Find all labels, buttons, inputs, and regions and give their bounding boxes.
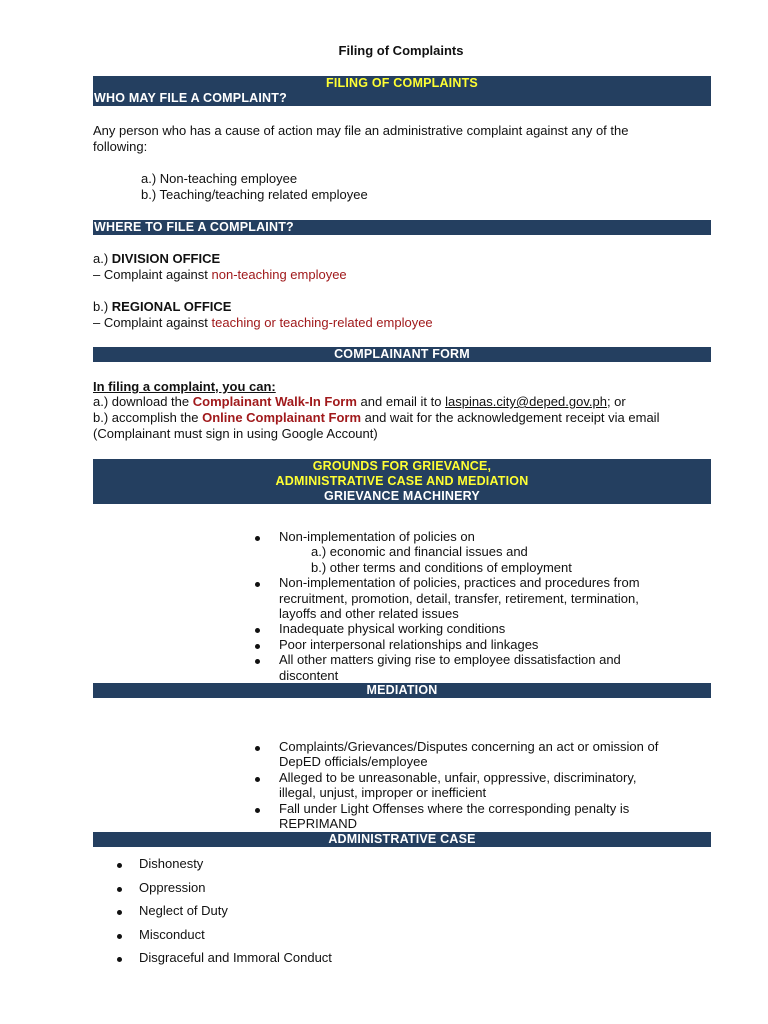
filing-heading-text: In filing a complaint, you can: [93,379,276,394]
regional-office-line [93,299,231,315]
bullet-icon [255,808,260,813]
admin-case-item: Oppression [139,880,206,895]
section-header-title: ADMINISTRATIVE CASE [328,832,476,846]
division-office-desc [93,267,347,283]
option-text: b.) accomplish the [93,410,203,425]
option-text: and email it to [356,394,446,409]
bullet-icon [255,777,260,782]
section-header-grounds [93,459,711,504]
item-prefix: b.) [93,299,112,314]
bullet-icon [255,536,260,541]
online-form-link[interactable]: Online Complainant Form [202,410,362,425]
option-text: ; or [606,394,626,409]
section-header-title: WHERE TO FILE A COMPLAINT? [94,220,294,234]
option-b-line [93,410,659,426]
mediation-item-cont: REPRIMAND [279,816,358,831]
option-text: and wait for the acknowledgement receipt via email [361,410,660,425]
grievance-item: Non-implementation of policies on [279,529,475,544]
section-header-title: MEDIATION [366,683,438,697]
grievance-subitem: a.) economic and financial issues and [311,544,528,559]
intro-paragraph-line1: Any person who has a cause of action may file an administrative complaint against any of the [93,123,629,138]
grievance-item: Non-implementation of policies, practices and procedures from [279,575,640,590]
grievance-item-cont: discontent [279,668,339,683]
bullet-icon [255,582,260,587]
bullet-icon [255,746,260,751]
section-header-title: COMPLAINANT FORM [334,347,470,361]
admin-case-item: Disgraceful and Immoral Conduct [139,950,332,965]
grievance-item: Inadequate physical working conditions [279,621,506,636]
section-header-filing [93,76,711,106]
complaint-target: teaching or teaching-related employee [211,315,433,330]
grievance-item: All other matters giving rise to employee dissatisfaction and [279,652,621,667]
complaint-target: non-teaching employee [211,267,347,282]
grievance-item: Poor interpersonal relationships and linkages [279,637,539,652]
bullet-icon [255,659,260,664]
option-text: a.) download the [93,394,193,409]
mediation-item: Alleged to be unreasonable, unfair, oppressive, discriminatory, [279,770,637,785]
office-name: DIVISION OFFICE [111,251,221,266]
walk-in-form-link[interactable]: Complainant Walk-In Form [192,394,357,409]
desc-text: – Complaint against [93,315,212,330]
bullet-icon [117,910,122,915]
mediation-item-cont: illegal, unjust, improper or inefficient [279,785,487,800]
section-header-title: FILING OF COMPLAINTS [326,76,478,90]
mediation-item: Complaints/Grievances/Disputes concerning an act or omission of [279,739,659,754]
list-item: b.) Teaching/teaching related employee [141,187,368,202]
bullet-icon [255,628,260,633]
bullet-icon [255,644,260,649]
filing-heading [93,379,276,395]
section-header-administrative-case [93,832,711,847]
document-title: Filing of Complaints [338,43,464,58]
grievance-item-cont: layoffs and other related issues [279,606,459,621]
section-header-complainant-form [93,347,711,362]
division-office-line [93,251,220,267]
admin-case-item: Misconduct [139,927,205,942]
email-link[interactable]: laspinas.city@deped.gov.ph [445,394,607,409]
intro-paragraph-line2: following: [93,139,148,154]
section-header-mediation [93,683,711,698]
admin-case-item: Neglect of Duty [139,903,228,918]
option-a-line [93,394,626,410]
desc-text: – Complaint against [93,267,212,282]
grievance-subitem: b.) other terms and conditions of employment [311,560,572,575]
section-header-line1: GROUNDS FOR GRIEVANCE, [312,459,492,473]
mediation-item-cont: DepED officials/employee [279,754,428,769]
list-item: a.) Non-teaching employee [141,171,298,186]
section-header-where [93,220,711,235]
item-prefix: a.) [93,251,112,266]
section-header-line3: GRIEVANCE MACHINERY [324,489,480,503]
bullet-icon [117,863,122,868]
regional-office-desc [93,315,433,331]
section-header-line2: ADMINISTRATIVE CASE AND MEDIATION [275,474,529,488]
bullet-icon [117,887,122,892]
office-name: REGIONAL OFFICE [111,299,232,314]
grievance-item-cont: recruitment, promotion, detail, transfer, retirement, termination, [279,591,639,606]
admin-case-item: Dishonesty [139,856,204,871]
bullet-icon [117,957,122,962]
section-header-subtitle: WHO MAY FILE A COMPLAINT? [94,91,287,105]
google-account-note: (Complainant must sign in using Google Account) [93,426,378,441]
bullet-icon [117,934,122,939]
mediation-item: Fall under Light Offenses where the corresponding penalty is [279,801,630,816]
